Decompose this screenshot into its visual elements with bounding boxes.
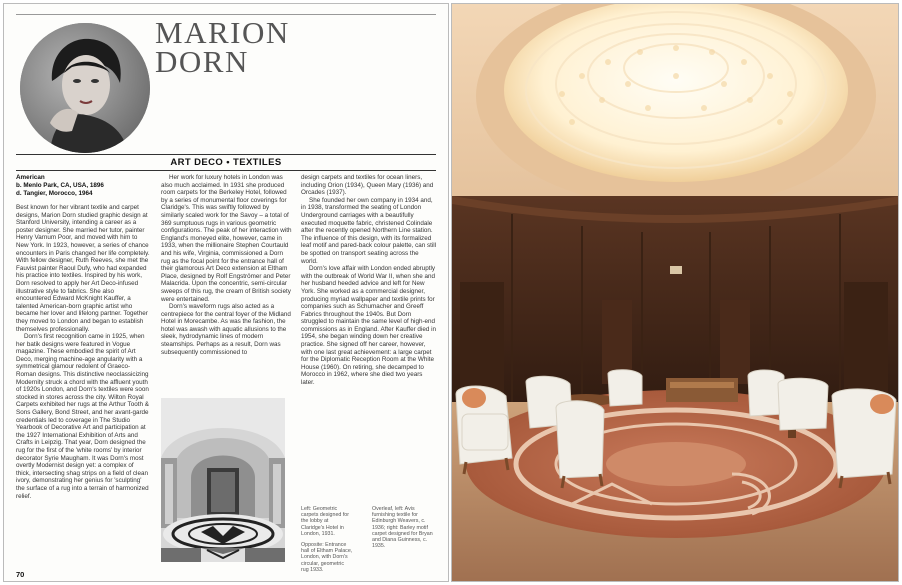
caption-right — [372, 506, 434, 554]
caption-eltham: Opposite: Entrance hall of Eltham Palace, London, with Dorn's circular, geometric rug 1933. — [301, 542, 353, 573]
page-number: 70 — [16, 570, 25, 579]
text-column-2 — [161, 174, 293, 356]
birth-info: b. Menlo Park, CA, USA, 1896 — [16, 182, 104, 189]
caption-overleaf: Overleaf, left: Avis furnishing textile for Edinburgh Weavers, c. 1936; right: Barley motif carpet designed for Bryan and Diana Guinness, c. 1935. — [372, 506, 433, 550]
text-column-1 — [16, 174, 150, 500]
left-page — [3, 3, 449, 582]
nationality: American — [16, 174, 45, 181]
paragraph: She founded her own company in 1934 and, in 1938, transformed the seating of London Underground carriages with a beautifully executed moquette fabric, christened Colindale after the recently opened Northern Line station. The influence of this design, with its formalized leaf motif and pared-back colour palette, can still be spotted on transport seating across the world. — [301, 196, 437, 265]
paragraph: design carpets and textiles for ocean liners, including Orion (1934), Queen Mary (1936) and Orcades (1937). — [301, 174, 434, 197]
paragraph: Best known for her vibrant textile and carpet designs, Marion Dorn studied graphic design at Stanford University, intending a career as a poster designer. She married her tutor, painter Henry Varnum Poor, and moved with him to New York. In 1923, however, a series of chance encounters in Paris changed her life completely. With fellow designer, Ruth Reeves, she met the Fauvist painter Raoul Dufy, who had expanded his practice into textiles. Inspired by his work, Dorn resolved to apply her Art Deco-infused illustrative style to fabrics. She also encountered Edward McKnight Kauffer, a talented American-born graphic artist who became her lover and lifelong partner. Together they moved to London and began to establish themselves professionally. — [16, 204, 150, 333]
caption-lobby: Left: Geometric carpets designed for the lobby at Claridge's Hotel in London, 1931. — [301, 506, 349, 537]
caption-left — [301, 506, 353, 578]
bio-meta — [16, 174, 150, 198]
paragraph: Dorn's waveform rugs also acted as a centrepiece for the central foyer of the Midland Hotel in Morecambe. As was the fashion, the hotel was awash with aquatic allusions to the sleek, hydrodynamic lines of modern steamships. Perhaps as a result, Dorn was subsequently commissioned to — [161, 303, 291, 356]
hotel-lobby-photo — [161, 398, 285, 562]
designer-name — [155, 15, 290, 79]
section-title: ART DECO • TEXTILES — [170, 157, 282, 168]
portrait-photo — [20, 23, 150, 153]
eltham-hall-photo — [451, 3, 899, 582]
text-column-3 — [301, 174, 437, 387]
name-line-2: DORN — [155, 44, 249, 79]
paragraph: Her work for luxury hotels in London was also much acclaimed. In 1931 she produced room carpets for the Berkeley Hotel, followed by a series of monumental floor coverings for Claridge's. This was swiftly followed by similarly scaled work for the Savoy – a total of 369 sumptuous rugs in various geometric configurations. The peak of her interaction with England's moneyed elite, however, came in 1933, when the millionaire Stephen Courtauld and his wife, Virginia, commissioned a Dorn rug as the focal point for the entrance hall of their glamorous Art Deco extension at Eltham Place, designed by Rolf Engströmer and Peter Malacrida. Upon the concentric, semi-circular sweeps of this rug, the cream of British society were entertained. — [161, 174, 292, 303]
section-rule-top — [16, 154, 436, 155]
name-line-1: MARION — [155, 15, 290, 50]
section-rule-bottom — [16, 170, 436, 171]
paragraph: Dorn's love affair with London ended abruptly with the outbreak of World War II, when she and her husband heeded advice and left for New York. She worked as a commercial designer, producing myriad wallpaper and textile prints for companies such as Schumacher and Greeff Fabrics throughout the 1940s. But Dorn struggled to maintain the same level of high-end commissions as in England. After Kauffer died in 1954, she began winding down her creative practice. She signed off her career, however, with one last great achievement: a large carpet for the Diplomatic Reception Room at the White House (1960). On retiring, she decamped to Morocco in 1962, where she died two years later. — [301, 265, 436, 387]
death-info: d. Tangier, Morocco, 1964 — [16, 190, 93, 197]
paragraph: Dorn's first recognition came in 1925, when her batik designs were featured in Vogue magazine. These embodied the spirit of Art Deco, merging machine-age angularity with a symmetrical glamour redolent of Graeco-Roman designs. This distinctive neoclassicizing Modernity struck a chord with the affluent youth of 1920s London, and Dorn's textiles were soon stocked in stores across the city. Wilton Royal Carpets exhibited her rugs at the Arthur Tooth & Sons Gallery, Bond Street, and her avant-garde credentials led to coverage in The Studio Yearbook of Decorative Art and participation at the 1927 International Exhibition of Arts and Crafts in Leipzig. That year, Dorn designed the rug for the first of the 'white rooms' by interior decorator Syrie Maugham. It was Dorn's most overtly Modernist design yet: a complex of thick, intersecting shag strips on a field of clean ivory, demonstrating her genius for 'sculpting' the surface of a rug into a terrain of harmonized relief. — [16, 333, 149, 500]
